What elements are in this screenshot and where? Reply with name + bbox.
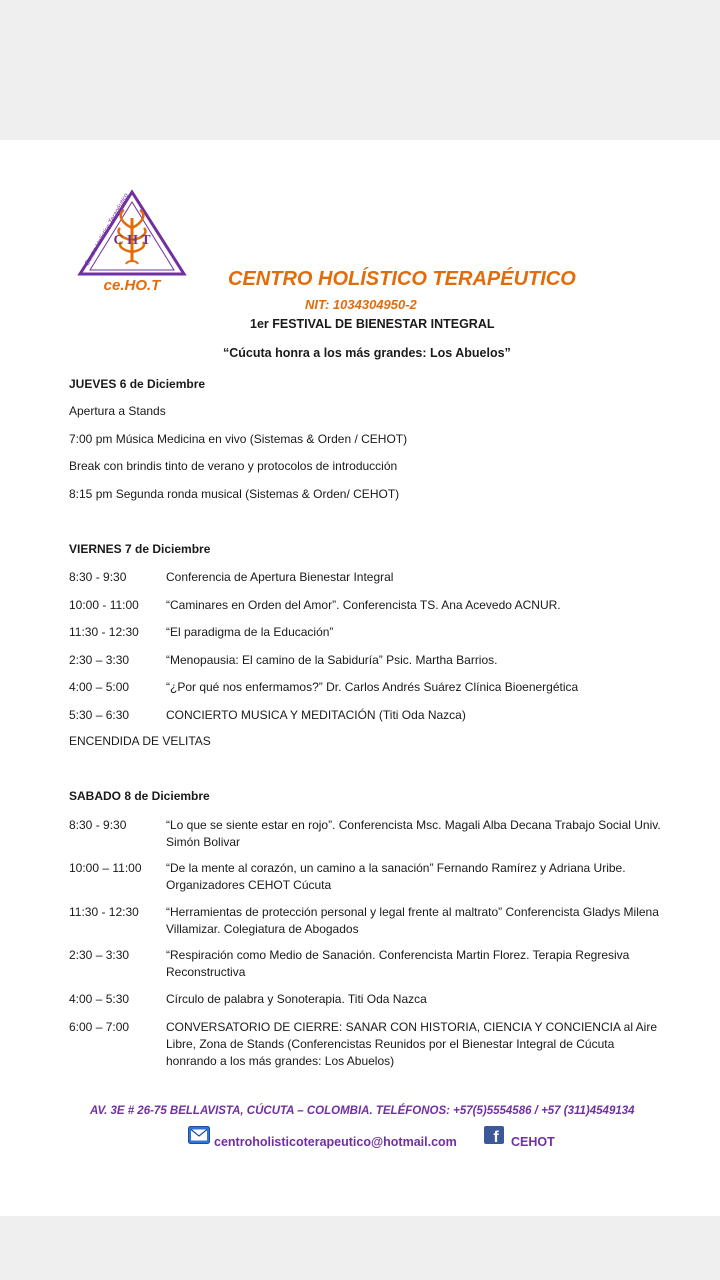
day-heading-jueves: JUEVES 6 de Diciembre [69, 377, 206, 391]
schedule-time: 4:00 – 5:30 [69, 992, 130, 1006]
schedule-desc: Círculo de palabra y Sonoterapia. Titi Oda Nazca [166, 992, 427, 1006]
schedule-desc: “¿Por qué nos enfermamos?” Dr. Carlos Andrés Suárez Clínica Bioenergética [166, 680, 579, 694]
schedule-desc: “Herramientas de protección personal y legal frente al maltrato” Conferencista Gladys Milena Villamizar. Colegiatura de Abogados [166, 905, 659, 936]
schedule-desc: “De la mente al corazón, un camino a la sanación” Fernando Ramírez y Adriana Uribe. Organizadores CEHOT Cúcuta [166, 861, 626, 892]
schedule-time: 10:00 - 11:00 [69, 598, 139, 612]
jueves-item: 7:00 pm Música Medicina en vivo (Sistemas & Orden / CEHOT) [69, 432, 408, 446]
schedule-desc: “Menopausia: El camino de la Sabiduría” Psic. Martha Barrios. [166, 653, 498, 667]
cehot-logo [74, 188, 190, 294]
jueves-item: Break con brindis tinto de verano y protocolos de introducción [69, 459, 398, 473]
jueves-item: Apertura a Stands [69, 404, 166, 418]
schedule-time: 6:00 – 7:00 [69, 1020, 130, 1034]
nit-number: NIT: 1034304950-2 [305, 297, 417, 312]
viernes-closing: ENCENDIDA DE VELITAS [69, 734, 211, 748]
slogan: “Cúcuta honra a los más grandes: Los Abuelos” [223, 346, 511, 360]
logo-wordmark: ce.HO.T [103, 277, 161, 294]
logo-letters: C H T [113, 233, 151, 248]
schedule-time: 8:30 - 9:30 [69, 818, 127, 832]
schedule-time: 11:30 - 12:30 [69, 625, 139, 639]
schedule-desc: “Lo que se siente estar en rojo”. Conferencista Msc. Magali Alba Decana Trabajo Social Univ. Simón Bolivar [166, 818, 661, 849]
org-title: CENTRO HOLÍSTICO TERAPÉUTICO [228, 268, 576, 290]
schedule-desc: “Respiración como Medio de Sanación. Conferencista Martin Florez. Terapia Regresiva Reconstructiva [166, 948, 630, 979]
schedule-desc: “Caminares en Orden del Amor”. Conferencista TS. Ana Acevedo ACNUR. [166, 598, 561, 612]
facebook-link[interactable]: CEHOT [511, 1135, 555, 1149]
festival-title: 1er FESTIVAL DE BIENESTAR INTEGRAL [250, 317, 495, 331]
email-link[interactable]: centroholisticoterapeutico@hotmail.com [214, 1135, 457, 1149]
jueves-item: 8:15 pm Segunda ronda musical (Sistemas & Orden/ CEHOT) [69, 487, 400, 501]
bottom-gray-bar [0, 1216, 720, 1280]
svg-text:Centro Holístico Terapéutico [84, 192, 131, 267]
top-gray-bar [0, 0, 720, 140]
schedule-time: 4:00 – 5:00 [69, 680, 130, 694]
schedule-desc: Conferencia de Apertura Bienestar Integral [166, 570, 394, 584]
envelope-icon [188, 1126, 210, 1144]
schedule-time: 2:30 – 3:30 [69, 948, 130, 962]
day-heading-sabado: SABADO 8 de Diciembre [69, 789, 210, 803]
schedule-time: 8:30 - 9:30 [69, 570, 127, 584]
logo-graphic [74, 188, 190, 294]
schedule-time: 11:30 - 12:30 [69, 905, 139, 919]
contact-address: AV. 3E # 26-75 BELLAVISTA, CÚCUTA – COLOMBIA. TELÉFONOS: +57(5)5554586 / +57 (311)4549134 [90, 1105, 635, 1117]
day-heading-viernes: VIERNES 7 de Diciembre [69, 542, 211, 556]
schedule-desc: CONVERSATORIO DE CIERRE: SANAR CON HISTORIA, CIENCIA Y CONCIENCIA al Aire Libre, Zona de Stands (Conferencistas Reunidos por el Bienestar Integral de Cúcuta honrando a los más grandes: Los Abuelos) [166, 1020, 657, 1068]
schedule-time: 5:30 – 6:30 [69, 708, 130, 722]
logo-arc-text: Centro Holístico Terapéutico [83, 192, 131, 267]
facebook-icon [484, 1126, 504, 1144]
schedule-desc: CONCIERTO MUSICA Y MEDITACIÓN (Titi Oda Nazca) [166, 708, 466, 722]
svg-text:f: f [493, 1129, 499, 1144]
schedule-time: 10:00 – 11:00 [69, 861, 142, 875]
schedule-desc: “El paradigma de la Educación” [166, 625, 334, 639]
schedule-time: 2:30 – 3:30 [69, 653, 130, 667]
